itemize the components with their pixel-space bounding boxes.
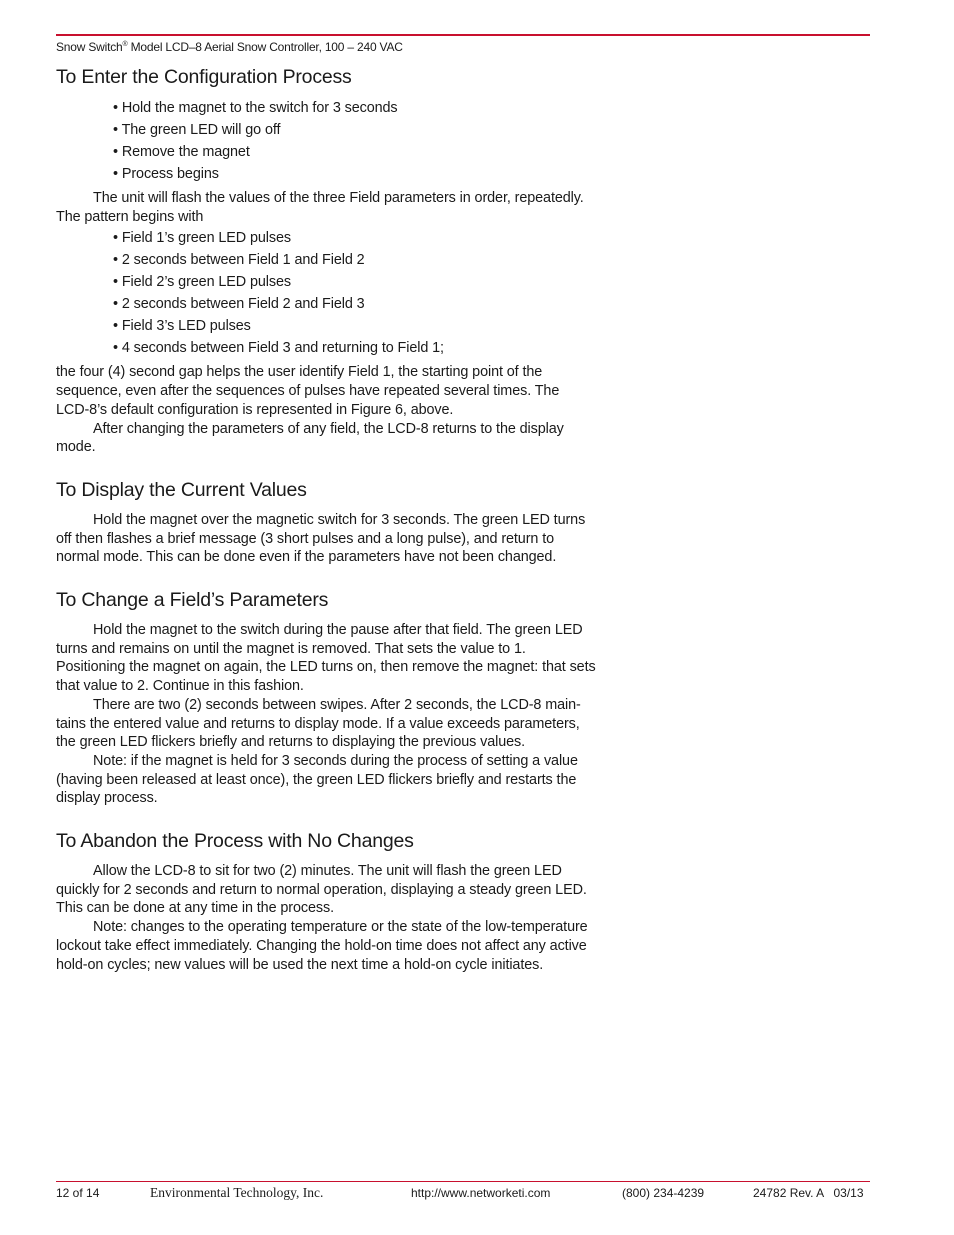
revision-date: 24782 Rev. A 03/13 [753, 1186, 864, 1200]
section-heading-abandon: To Abandon the Process with No Changes [56, 830, 414, 853]
document-header [56, 40, 403, 54]
paragraph: Hold the magnet to the switch during the pause after that field. The green LED turns and remains on until the magnet is removed. That sets the value to 1. Positioning the magnet on again, the LED turns on, then remove the magnet: that sets that value to 2. Continue in this fashion. [56, 622, 596, 695]
section-heading-config: To Enter the Configuration Process [56, 66, 352, 88]
paragraph: Hold the magnet over the magnetic switch for 3 seconds. The green LED turns off then flashes a brief message (3 short pulses and a long pulse), and return to normal mode. This can be done even if the parameters have not been changed. [56, 511, 586, 566]
footer-rule [56, 1181, 870, 1182]
list-item: • Field 2’s green LED pulses [113, 271, 596, 293]
company-name: Environmental Technology, Inc. [150, 1185, 324, 1200]
website-url: http://www.networketi.com [411, 1186, 551, 1200]
list-item: • Field 1’s green LED pulses [113, 227, 596, 249]
paragraph: Note: changes to the operating temperature or the state of the low-temperature lockout take effect immediately. Changing the hold-on time does not affect any active hold-on cycles; new values will be used the next time a hold-on cycle initiates. [56, 919, 588, 973]
registered-mark: ® [122, 41, 128, 48]
config-steps-list [56, 97, 596, 185]
page-number: 12 of 14 [56, 1186, 100, 1200]
paragraph: Allow the LCD-8 to sit for two (2) minutes. The unit will flash the green LED quickly for 2 seconds and return to normal operation, displaying a steady green LED. This can be done at any time in the process. [56, 863, 587, 917]
list-item: • 2 seconds between Field 2 and Field 3 [113, 293, 596, 315]
section-heading-display: To Display the Current Values [56, 478, 307, 501]
pulse-pattern-list [56, 227, 596, 359]
list-item: • 4 seconds between Field 3 and returning to Field 1; [113, 337, 596, 359]
list-item: • The green LED will go off [113, 119, 596, 141]
paragraph: The unit will flash the values of the three Field parameters in order, repeatedly. The pattern begins with [56, 190, 584, 225]
section-heading-change: To Change a Field’s Parameters [56, 589, 329, 612]
list-item: • 2 seconds between Field 1 and Field 2 [113, 249, 596, 271]
phone-number: (800) 234-4239 [622, 1186, 705, 1200]
list-item: • Remove the magnet [113, 141, 596, 163]
paragraph: There are two (2) seconds between swipes. After 2 seconds, the LCD-8 main-tains the entered value and returns to display mode. If a value exceeds parameters, the green LED flickers briefly and returns to displaying the previous values. [56, 696, 581, 751]
list-item: • Field 3’s LED pulses [113, 315, 596, 337]
list-item: • Process begins [113, 163, 596, 185]
paragraph: the four (4) second gap helps the user identify Field 1, the starting point of the sequence, even after the sequences of pulses have repeated several times. The LCD-8’s default configuration is represented in Figure 6, above. [56, 364, 560, 418]
list-item: • Hold the magnet to the switch for 3 seconds [113, 97, 596, 119]
brand-name: Snow Switch [56, 40, 123, 54]
paragraph: After changing the parameters of any field, the LCD-8 returns to the display mode. [56, 420, 564, 456]
header-rule [56, 34, 870, 36]
paragraph: Note: if the magnet is held for 3 seconds during the process of setting a value (having been released at least once), the green LED flickers briefly and restarts the display process. [56, 752, 578, 807]
page-content [56, 64, 596, 974]
document-title: Model LCD–8 Aerial Snow Controller, 100 – 240 VAC [127, 40, 403, 54]
